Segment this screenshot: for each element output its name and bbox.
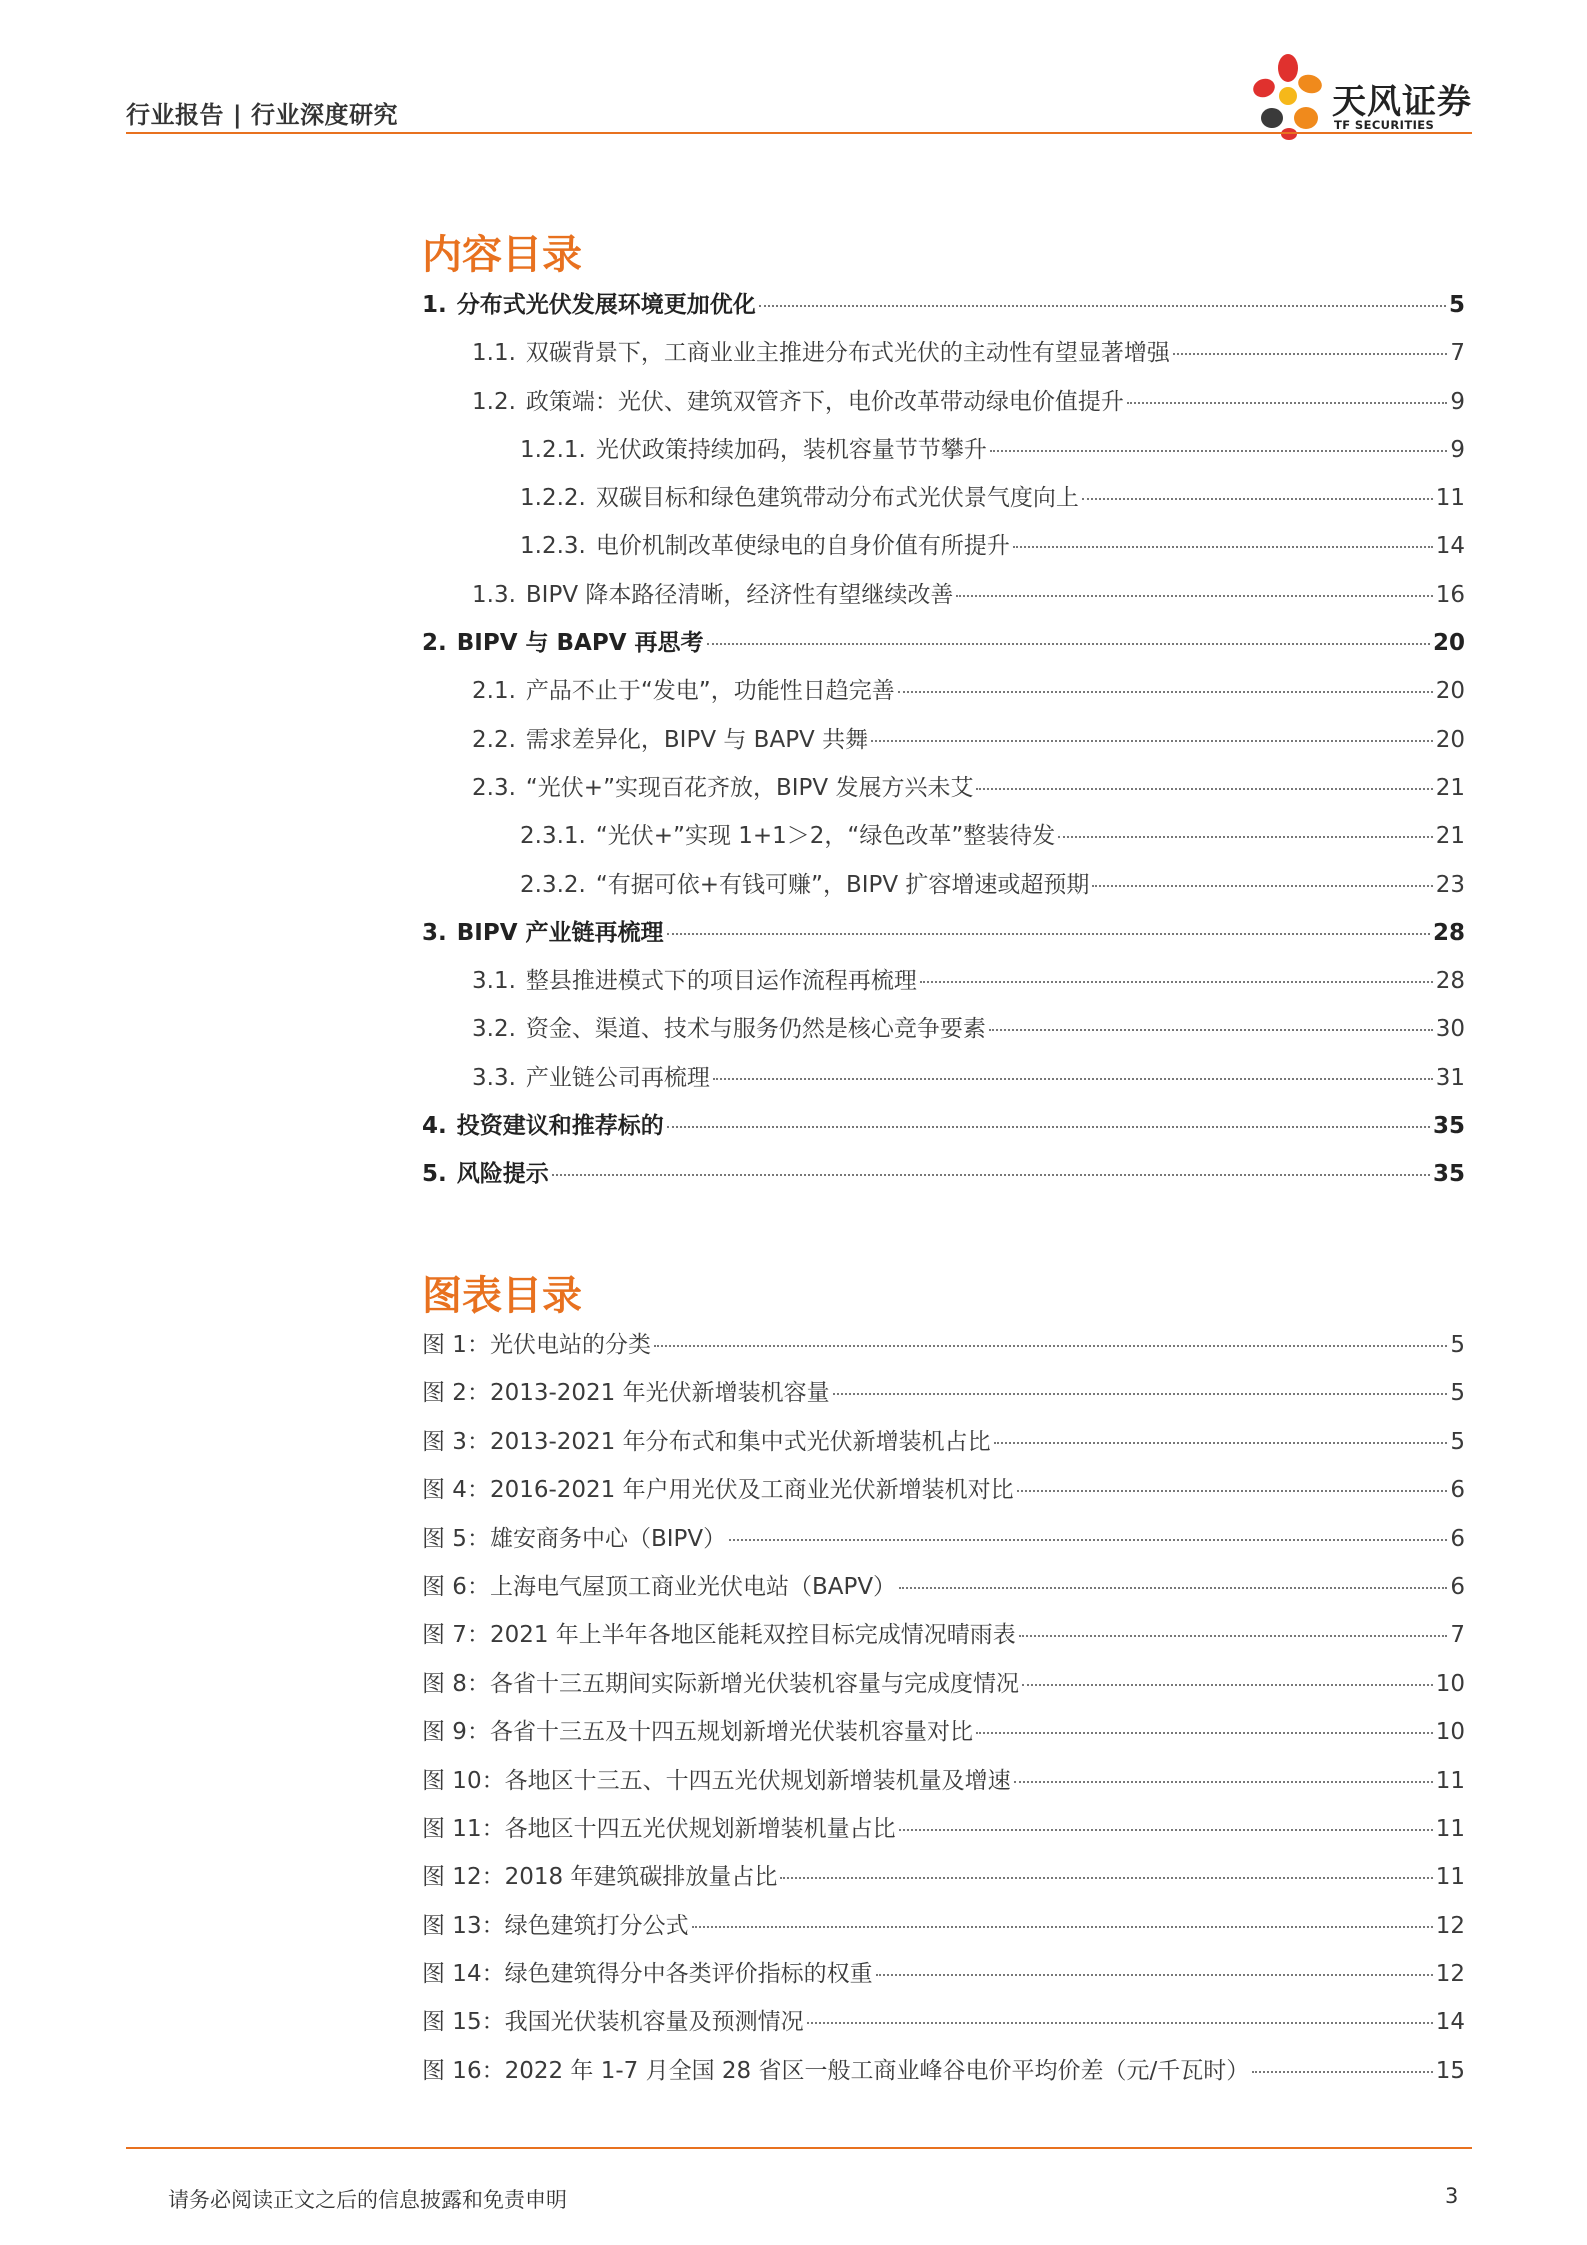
toc-entry-number: 3.1. xyxy=(472,968,516,995)
toc-entry-text: “有据可依+有钱可赚”，BIPV 扩容增速或超预期 xyxy=(595,871,1090,898)
toc-entry-number: 1.2.3. xyxy=(520,533,586,560)
figure-entry-label: 图 14：绿色建筑得分中各类评价指标的权重 xyxy=(422,1961,873,1988)
toc-entry-text: 产业链公司再梳理 xyxy=(525,1064,710,1091)
toc-entry-text: 电价机制改革使绿电的自身价值有所提升 xyxy=(595,533,1010,560)
figure-entry-page: 12 xyxy=(1435,1912,1465,1939)
toc-entry-text: 双碳目标和绿色建筑带动分布式光伏景气度向上 xyxy=(595,485,1079,512)
dot-leader xyxy=(780,1877,1432,1879)
dot-leader xyxy=(899,1587,1447,1589)
toc-entry-text: “光伏+”实现 1+1＞2，“绿色改革”整装待发 xyxy=(595,823,1056,850)
figure-entry-page: 15 xyxy=(1435,2057,1465,2084)
dot-leader xyxy=(990,450,1448,452)
toc-entry-number: 1.3. xyxy=(472,581,516,608)
figure-entry-page: 11 xyxy=(1435,1767,1465,1794)
figure-entry-label: 图 10：各地区十三五、十四五光伏规划新增装机量及增速 xyxy=(422,1767,1011,1794)
dot-leader xyxy=(667,933,1430,935)
figure-entry[interactable] xyxy=(422,1858,1465,1906)
toc-entry-text: BIPV 降本路径清晰，经济性有望继续改善 xyxy=(525,581,954,608)
toc-entry-number: 1.2.2. xyxy=(520,485,586,512)
figure-entry-label: 图 1：光伏电站的分类 xyxy=(422,1332,651,1358)
figure-entry[interactable] xyxy=(422,1810,1465,1858)
toc-entry-text: 风险提示 xyxy=(456,1161,549,1188)
dot-leader xyxy=(976,1732,1433,1734)
figure-entry[interactable] xyxy=(422,1568,1465,1616)
dot-leader xyxy=(807,2022,1433,2024)
figure-entry[interactable] xyxy=(422,1374,1465,1422)
toc-entry-number: 2.3. xyxy=(472,774,516,801)
figure-entry-label: 图 2：2013-2021 年光伏新增装机容量 xyxy=(422,1380,830,1407)
toc-entry-text: BIPV 产业链再梳理 xyxy=(456,919,664,946)
dot-leader xyxy=(707,643,1430,645)
toc-entry-page: 20 xyxy=(1435,678,1465,705)
figure-entry-label: 图 3：2013-2021 年分布式和集中式光伏新增装机占比 xyxy=(422,1428,991,1455)
figure-entry-label: 图 7：2021 年上半年各地区能耗双控目标完成情况晴雨表 xyxy=(422,1622,1016,1649)
report-type-label: 行业报告 | 行业深度研究 xyxy=(126,101,398,129)
dot-leader xyxy=(1013,546,1433,548)
toc-entry[interactable] xyxy=(422,1155,1465,1203)
dot-leader xyxy=(899,1829,1433,1831)
disclaimer-note: 请务必阅读正文之后的信息披露和免责申明 xyxy=(168,2188,567,2212)
toc-entry[interactable] xyxy=(422,1059,1465,1107)
toc-entry-page: 31 xyxy=(1435,1064,1465,1091)
toc-entry[interactable] xyxy=(422,576,1465,624)
logo-chinese-name: 天风证券 xyxy=(1332,82,1472,122)
toc-entry[interactable] xyxy=(422,721,1465,769)
figure-entry[interactable] xyxy=(422,1326,1465,1374)
dot-leader xyxy=(833,1393,1448,1395)
figure-entry-page: 12 xyxy=(1435,1961,1465,1988)
dot-leader xyxy=(1014,1781,1433,1783)
dot-leader xyxy=(1252,2071,1432,2073)
toc-entry[interactable] xyxy=(422,527,1465,575)
figure-entry[interactable] xyxy=(422,1762,1465,1810)
toc-entry-text: 光伏政策持续加码，装机容量节节攀升 xyxy=(595,436,987,463)
toc-entry[interactable] xyxy=(422,431,1465,479)
toc-entry-text: 分布式光伏发展环境更加优化 xyxy=(456,292,756,318)
toc-entry-number: 2.1. xyxy=(472,678,516,705)
toc-entry-page: 21 xyxy=(1435,823,1465,850)
toc-entry-page: 9 xyxy=(1450,436,1465,463)
toc-entry[interactable] xyxy=(422,383,1465,431)
toc-entry-number: 2.3.2. xyxy=(520,871,586,898)
dot-leader xyxy=(956,595,1432,597)
figure-entry[interactable] xyxy=(422,1907,1465,1955)
page-number: 3 xyxy=(1445,2184,1459,2208)
figure-entry-page: 11 xyxy=(1435,1864,1465,1891)
figure-entry-page: 5 xyxy=(1450,1380,1465,1407)
figure-entry-page: 6 xyxy=(1450,1573,1465,1600)
toc-entry-number: 2. xyxy=(422,630,447,657)
dot-leader xyxy=(989,1029,1433,1031)
toc-entry-page: 28 xyxy=(1432,919,1465,946)
toc-entry[interactable] xyxy=(422,479,1465,527)
figure-entry-page: 10 xyxy=(1435,1670,1465,1697)
toc-entry-page: 7 xyxy=(1450,340,1465,367)
figure-entry-label: 图 12：2018 年建筑碳排放量占比 xyxy=(422,1864,778,1891)
dot-leader xyxy=(876,1974,1433,1976)
dot-leader xyxy=(871,740,1433,742)
toc-entry[interactable] xyxy=(422,866,1465,914)
figure-entry-page: 7 xyxy=(1450,1622,1465,1649)
dot-leader xyxy=(654,1345,1447,1347)
toc-entry-page: 5 xyxy=(1448,292,1465,318)
figure-entry[interactable] xyxy=(422,2052,1465,2100)
dot-leader xyxy=(920,981,1433,983)
toc-entry-number: 5. xyxy=(422,1161,447,1188)
toc-entry-page: 11 xyxy=(1435,485,1465,512)
toc-entry[interactable] xyxy=(422,914,1465,962)
toc-entry-number: 3. xyxy=(422,919,447,946)
toc-entry-number: 2.3.1. xyxy=(520,823,586,850)
toc-entry-page: 9 xyxy=(1450,388,1465,415)
toc-entry-text: “光伏+”实现百花齐放，BIPV 发展方兴未艾 xyxy=(525,774,974,801)
dot-leader xyxy=(976,788,1432,790)
footer-divider xyxy=(126,2147,1472,2149)
dot-leader xyxy=(759,305,1446,307)
toc-entry-page: 21 xyxy=(1435,774,1465,801)
toc-entry-page: 14 xyxy=(1435,533,1465,560)
toc-entry-text: BIPV 与 BAPV 再思考 xyxy=(456,630,704,657)
toc-entry-number: 1. xyxy=(422,292,447,318)
figure-entry-page: 6 xyxy=(1450,1477,1465,1504)
header-divider xyxy=(126,132,1472,134)
dot-leader xyxy=(667,1126,1430,1128)
figure-entry[interactable] xyxy=(422,1665,1465,1713)
dot-leader xyxy=(729,1539,1447,1541)
toc-entry[interactable] xyxy=(422,962,1465,1010)
figure-entry-label: 图 11：各地区十四五光伏规划新增装机量占比 xyxy=(422,1815,896,1842)
toc-entry-number: 1.2. xyxy=(472,388,516,415)
figure-entry-label: 图 8：各省十三五期间实际新增光伏装机容量与完成度情况 xyxy=(422,1670,1019,1697)
toc-entry-text: 整县推进模式下的项目运作流程再梳理 xyxy=(525,968,917,995)
dot-leader xyxy=(552,1174,1430,1176)
figure-entry-page: 14 xyxy=(1435,2009,1465,2036)
toc-entry-page: 23 xyxy=(1435,871,1465,898)
toc-entry-text: 双碳背景下，工商业业主推进分布式光伏的主动性有望显著增强 xyxy=(525,340,1170,367)
toc-entry-text: 产品不止于“发电”，功能性日趋完善 xyxy=(525,678,895,705)
toc-entry[interactable] xyxy=(422,817,1465,865)
dot-leader xyxy=(1082,498,1433,500)
figure-entry[interactable] xyxy=(422,1471,1465,1519)
toc-entry-page: 16 xyxy=(1435,581,1465,608)
figure-entry-label: 图 4：2016-2021 年户用光伏及工商业光伏新增装机对比 xyxy=(422,1477,1014,1504)
toc-entry-number: 3.3. xyxy=(472,1064,516,1091)
flower-logo-icon xyxy=(1248,50,1328,140)
dot-leader xyxy=(898,691,1433,693)
toc-entry-number: 1.1. xyxy=(472,340,516,367)
figures-title: 图表目录 xyxy=(422,1273,582,1319)
toc-entry-page: 30 xyxy=(1435,1016,1465,1043)
toc-entry[interactable] xyxy=(422,624,1465,672)
toc-entry-number: 1.2.1. xyxy=(520,436,586,463)
toc-entry-page: 20 xyxy=(1435,726,1465,753)
contents-title: 内容目录 xyxy=(422,232,582,278)
toc-entry-text: 资金、渠道、技术与服务仍然是核心竞争要素 xyxy=(525,1016,986,1043)
figure-entry[interactable] xyxy=(422,2003,1465,2051)
figure-entry-label: 图 9：各省十三五及十四五规划新增光伏装机容量对比 xyxy=(422,1719,973,1746)
figure-entry-label: 图 15：我国光伏装机容量及预测情况 xyxy=(422,2009,804,2036)
figure-entry[interactable] xyxy=(422,1713,1465,1761)
dot-leader xyxy=(1058,836,1432,838)
dot-leader xyxy=(1173,353,1447,355)
toc-entry-number: 2.2. xyxy=(472,726,516,753)
figure-list xyxy=(422,1326,1465,2100)
dot-leader xyxy=(1017,1490,1448,1492)
toc-entry[interactable] xyxy=(422,286,1465,334)
toc-entry-number: 3.2. xyxy=(472,1016,516,1043)
toc-entry-text: 需求差异化，BIPV 与 BAPV 共舞 xyxy=(525,726,869,753)
figure-entry[interactable] xyxy=(422,1423,1465,1471)
figure-entry-label: 图 5：雄安商务中心（BIPV） xyxy=(422,1525,727,1552)
toc-entry[interactable] xyxy=(422,1107,1465,1155)
figure-entry-label: 图 13：绿色建筑打分公式 xyxy=(422,1912,689,1939)
toc-entry[interactable] xyxy=(422,672,1465,720)
dot-leader xyxy=(692,1926,1433,1928)
figure-entry[interactable] xyxy=(422,1955,1465,2003)
dot-leader xyxy=(994,1442,1448,1444)
dot-leader xyxy=(1019,1635,1448,1637)
figure-entry-page: 5 xyxy=(1450,1428,1465,1455)
toc-entry-page: 35 xyxy=(1432,1161,1465,1188)
toc-entry-page: 20 xyxy=(1432,630,1465,657)
figure-entry-page: 11 xyxy=(1435,1815,1465,1842)
dot-leader xyxy=(1127,402,1447,404)
toc-entry-text: 政策端：光伏、建筑双管齐下，电价改革带动绿电价值提升 xyxy=(525,388,1124,415)
figure-entry-label: 图 16：2022 年 1-7 月全国 28 省区一般工商业峰谷电价平均价差（元/千瓦时） xyxy=(422,2057,1250,2084)
toc-entry[interactable] xyxy=(422,334,1465,382)
dot-leader xyxy=(1022,1684,1433,1686)
figure-entry[interactable] xyxy=(422,1616,1465,1664)
toc-entry-page: 35 xyxy=(1432,1113,1465,1140)
figure-entry-page: 6 xyxy=(1450,1525,1465,1552)
figure-entry-label: 图 6：上海电气屋顶工商业光伏电站（BAPV） xyxy=(422,1573,897,1600)
dot-leader xyxy=(1092,885,1432,887)
toc-entry[interactable] xyxy=(422,769,1465,817)
logo-english-name: TF SECURITIES xyxy=(1334,118,1435,132)
toc-entry[interactable] xyxy=(422,1010,1465,1058)
figure-entry[interactable] xyxy=(422,1520,1465,1568)
figure-entry-page: 5 xyxy=(1450,1332,1465,1358)
figure-entry-page: 10 xyxy=(1435,1719,1465,1746)
table-of-contents xyxy=(422,286,1465,1204)
dot-leader xyxy=(713,1078,1433,1080)
toc-entry-number: 4. xyxy=(422,1113,447,1140)
toc-entry-text: 投资建议和推荐标的 xyxy=(456,1113,664,1140)
company-logo xyxy=(1248,50,1478,140)
toc-entry-page: 28 xyxy=(1435,968,1465,995)
